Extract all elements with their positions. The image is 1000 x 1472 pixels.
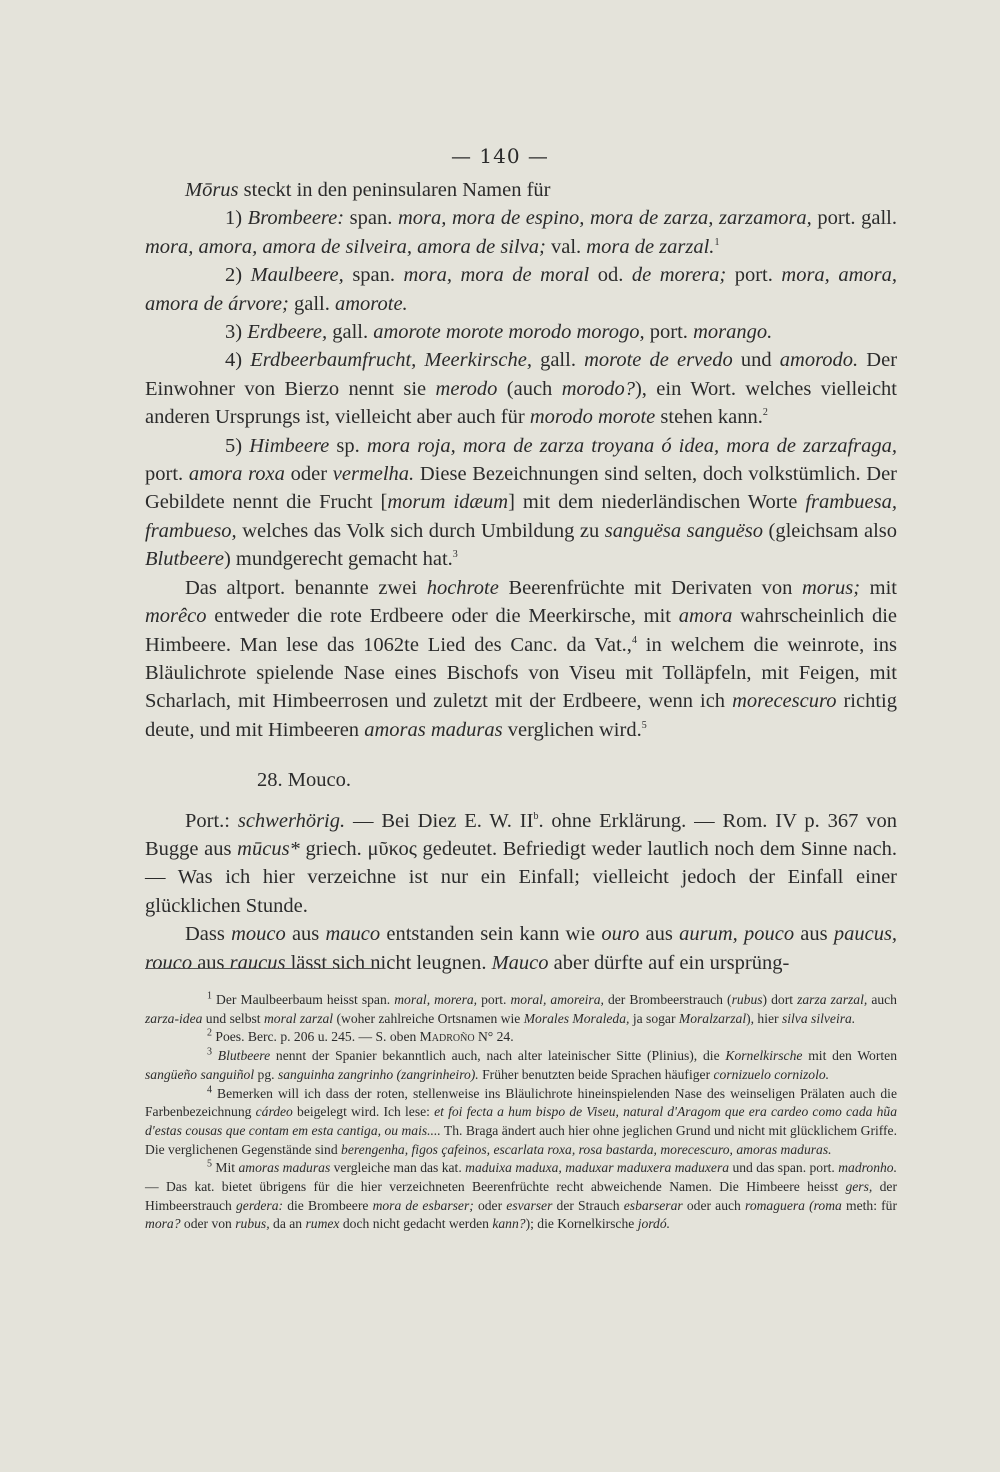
footnote-divider	[145, 968, 385, 969]
footnote-mark-1: 1	[714, 236, 720, 248]
footnote-mark-4: 4	[631, 634, 637, 646]
main-text	[145, 176, 897, 977]
list-item-maulbeere: 2) Maulbeere, span. mora, mora de moral od. de morera; port. mora, amora, amora de árvore; gall. amorote.	[145, 264, 897, 315]
intro-paragraph: Mōrus steckt in den peninsularen Namen für	[185, 179, 551, 201]
list-item-erdbeere: 3) Erdbeere, gall. amorote morote morodo morogo, port. morango.	[225, 321, 773, 344]
footnote-mark-3: 3	[452, 549, 458, 561]
mouco-paragraph-1: Port.: schwerhörig. — Bei Diez E. W. $II^b$. ohne Erklärung. — Rom. IV p. 367 von Bugge aus mūcus* griech. μῦκος gedeutet. Befriedigt weder lautlich noch dem Sinne nach. — Was ich hier verzeichne ist nur ein Einfall; vielleicht jedoch der Einfall einer glücklichen Stunde.	[145, 809, 897, 917]
section-title: 28. Mouco.	[257, 769, 351, 792]
footnote-mark-5: 5	[641, 719, 647, 731]
footnote-1: $^1$ Der Maulbeerbaum heisst span. moral, morera, port. moral, amoreira, der Brombeerstrauch (rubus) dort zarza zarzal, auch zarza-idea und selbst moral zarzal (woher zahlreiche Ortsnamen wie Morales Moraleda, ja sogar Moralzarzal), hier silva silveira.	[145, 990, 897, 1026]
footnote-3: $^3$ Blutbeere nennt der Spanier bekanntlich auch, nach alter lateinischer Sitte (Plinius), die Kornelkirsche mit den Worten sangüeño sanguiñol pg. sanguinha zangrinho (zangrinheiro). Früher benutzten beide Sprachen häufiger cornizuelo cornizolo.	[145, 1046, 897, 1082]
footnote-5: $^5$ Mit amoras maduras vergleiche man das kat. maduixa maduxa, maduxar maduxera maduxera und das span. port. madronho.— Das kat. bietet übrigens für die hier verzeichneten Beerenfrüchte recht abweichende Namen. Die Himbeere heisst gers, der Himbeerstrauch gerdera: die Brombeere mora de esbarser; oder esvarser der Strauch esbarserar oder auch romaguera (roma meth: für mora? oder von rubus, da an rumex doch nicht gedacht werden kann?); die Kornelkirsche jordó.	[145, 1158, 897, 1232]
page-number: — 140 —	[451, 144, 549, 168]
list-item-brombeere: 1) Brombeere: span. mora, mora de espino, mora de zarza, zarzamora, port. gall. mora, amora, amora de silveira, amora de silva; val. mora de zarzal.$^1$	[145, 207, 898, 258]
list-item-himbeere: 5) Himbeere sp. mora roja, mora de zarza troyana ó idea, mora de zarzafraga, port. amora roxa oder vermelha. Diese Bezeichnungen sind selten, doch volkstümlich. Der Gebildete nennt die Frucht [morum idæum] mit dem niederländischen Worte frambuesa, frambueso, welches das Volk sich durch Umbildung zu sanguësa sanguëso (gleichsam also Blutbeere) mundgerecht gemacht hat.$^3$	[145, 434, 898, 571]
list-item-erdbeerbaumfrucht: 4) Erdbeerbaumfrucht, Meerkirsche, gall. morote de ervedo und amorodo. Der Einwohner von Bierzo nennt sie merodo (auch morodo?), ein Wort. welches vielleicht anderen Ursprungs ist, vielleicht aber auch für morodo morote stehen kann.$^2$	[145, 349, 898, 429]
mouco-paragraph-2: Dass mouco aus mauco entstanden sein kann wie ouro aus aurum, pouco aus paucus, rouco aus raucus lässt sich nicht leugnen. Mauco aber dürfte auf ein ursprüng-	[145, 923, 898, 974]
footnote-2: $^2$ Poes. Berc. p. 206 u. 245. — S. oben Madroño N° 24.	[207, 1027, 514, 1045]
footnotes	[145, 991, 897, 1234]
footnote-4: $^4$ Bemerken will ich dass der roten, stellenweise ins Bläulichrote hineinspielenden Nase des weinseligen Prälaten auch die Farbenbezeichnung cárdeo beigelegt wird. Ich lese: et foi fecta a hum bispo de Viseu, natural d'Aragom que era cardeo como cada hũa d'estas cousas que contam em esta cantiga, ou mais.... Th. Braga ändert auch hier ohne jeglichen Grund und nicht mit glücklichem Griffe. Die verglichenen Gegenstände sind berengenha, figos çafeinos, escarlata roxa, rosa bastarda, morecescuro, amoras maduras.	[145, 1083, 897, 1157]
footnote-mark-2: 2	[762, 407, 768, 419]
altport-paragraph: Das altport. benannte zwei hochrote Beerenfrüchte mit Derivaten von morus; mit morêco entweder die rote Erdbeere oder die Meerkirsche, mit amora wahrscheinlich die Himbeere. Man lese das 1062te Lied des Canc. da Vat.,$^4$ in welchem die weinrote, ins Bläulichrote spielende Nase eines Bischofs von Viseu mit Tolläpfeln, mit Feigen, mit Scharlach, mit Himbeerrosen und zuletzt mit der Erdbeere, wenn ich morecescuro richtig deute, und mit Himbeeren amoras maduras verglichen wird.$^5$	[145, 576, 897, 741]
